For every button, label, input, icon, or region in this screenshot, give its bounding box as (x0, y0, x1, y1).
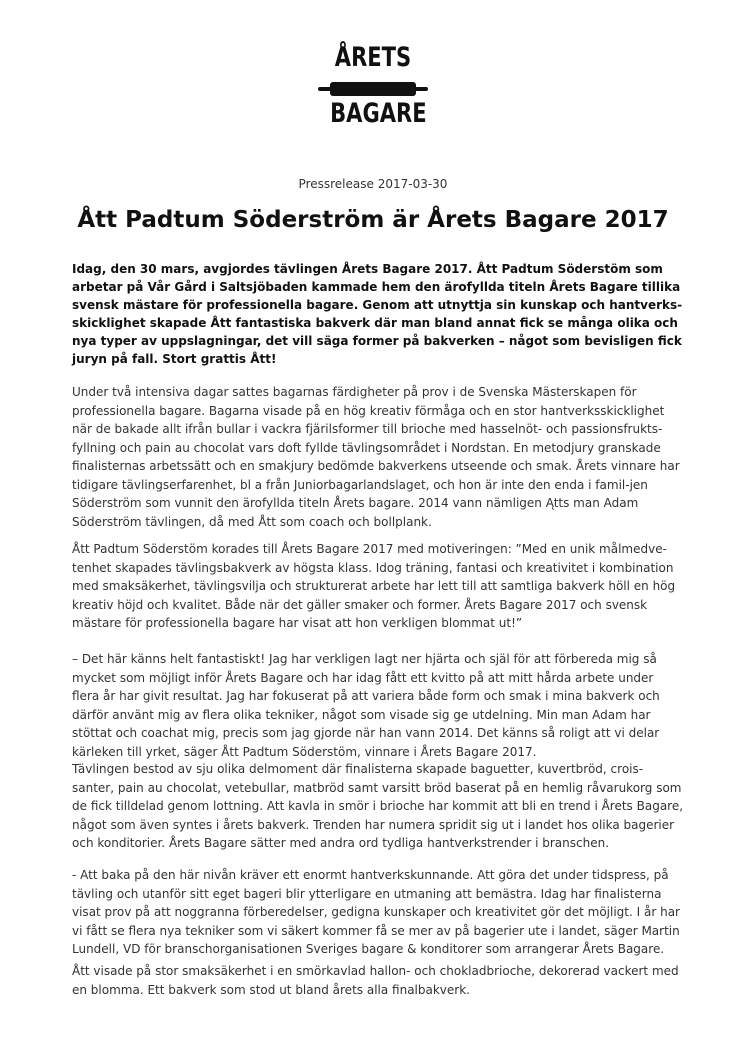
body-paragraph-6: Ått visade på stor smaksäkerhet i en smörkavlad hallon- och chokladbrioche, dekorerad vackert med en blomma. Ett bakverk som stod ut bland årets alla finalbakverk. (72, 964, 679, 997)
lead-paragraph: Idag, den 30 mars, avgjordes tävlingen Årets Bagare 2017. Ått Padtum Söderstöm som arbetar på Vår Gård i Saltsjöbaden kammade hem den ärofyllda titeln Årets Bagare tillika svensk mästare för professionella bagare. Genom att utnyttja sin kunskap och hantverks-skicklighet skapade Ått fantastiska bakverk där man bland annat fick se många olika och nya typer av uppslagningar, det vill säga former på bakverken – något som bevisligen fick juryn på fall. Stort grattis Ått! (72, 262, 683, 366)
body-paragraph-5: - Att baka på den här nivån kräver ett enormt hantverkskunnande. Att göra det under tidspress, på tävling och utanför sitt eget bageri blir ytterligare en utmaning att bemästra. Idag har finalisterna visat prov på att noggranna förberedelser, gedigna kunskaper och kreativitet gör det möjligt. I år har vi fått se flera nya tekniker som vi säkert kommer få se mer av på bagerier ute i landet, säger Martin Lundell, VD för branschorganisationen Sveriges bagare & konditorer som arrangerar Årets Bagare. (72, 868, 680, 956)
logo-line-top: ÅRETS (334, 42, 412, 73)
arets-bagare-logo (318, 38, 428, 134)
body-paragraph-3: – Det här känns helt fantastiskt! Jag har verkligen lagt ner hjärta och själ för att förbereda mig så mycket som möjligt inför Årets Bagare och har idag fått ett kvitto på att mitt hårda arbete under flera år har givit resultat. Jag har fokuserat på att variera både form och smak i mina bakverk och därför använt mig av flera olika tekniker, något som visade sig ge utdelning. Min man Adam har stöttat och coachat mig, precis som jag gjorde när han vann 2014. Det känns så roligt att vi delar kärleken till yrket, säger Ått Padtum Söderstöm, vinnare i Årets Bagare 2017. (72, 652, 660, 759)
logo-line-bottom: BAGARE (330, 98, 427, 129)
rolling-pin-icon (318, 82, 428, 96)
page-title: Ått Padtum Söderström är Årets Bagare 2017 (77, 207, 669, 233)
body-paragraph-1: Under två intensiva dagar sattes bagarnas färdigheter på prov i de Svenska Mästerskapen för professionella bagare. Bagarna visade på en hög kreativ förmåga och en stor hantverksskicklighet när de bakade allt ifrån bullar i vackra fjärilsformer till brioche med hasselnöt- och passionsfrukts-fyllning och pain au chocolat vars doft fyllde tävlingsområdet i Nordstan. En metodjury granskade finalisternas arbetssätt och en smakjury bedömde bakverkens utseende och smak. Årets vinnare har tidigare tävlingserfarenhet, bl a från Juniorbagarlandslaget, och hon är inte den enda i famil-jen Söderström som vunnit den ärofyllda titeln Årets bagare. 2014 vann nämligen Ątts man Adam Söderström tävlingen, då med Ått som coach och bollplank. (72, 385, 680, 529)
body-paragraph-2: Ått Padtum Söderstöm korades till Årets Bagare 2017 med motiveringen: ”Med en unik målmedve-tenhet skapades tävlingsbakverk av högsta klass. Idog träning, fantasi och kreativitet i kombination med smaksäkerhet, tävlingsvilja och strukturerat arbete har lett till att samtliga bakverk höll en hög kreativ höjd och kvalitet. Både när det gäller smaker och former. Årets Bagare 2017 och svensk mästare för professionella bagare har visat att hon verkligen blommat ut!” (72, 542, 676, 630)
press-release-dateline: Pressrelease 2017-03-30 (298, 177, 448, 191)
body-paragraph-4: Tävlingen bestod av sju olika delmoment där finalisterna skapade baguetter, kuvertbröd, crois-santer, pain au chocolat, vetebullar, matbröd samt varsitt bröd baserat på en hemlig råvarukorg som de fick tilldelad genom lottning. Att kavla in smör i brioche har kommit att bli en trend i Årets Bagare, något som även syntes i årets bakverk. Trenden har numera spridit sig ut i landet hos olika bagerier och konditorier. Årets Bagare sätter med andra ord tydliga hantverkstrender i branschen. (72, 762, 684, 850)
